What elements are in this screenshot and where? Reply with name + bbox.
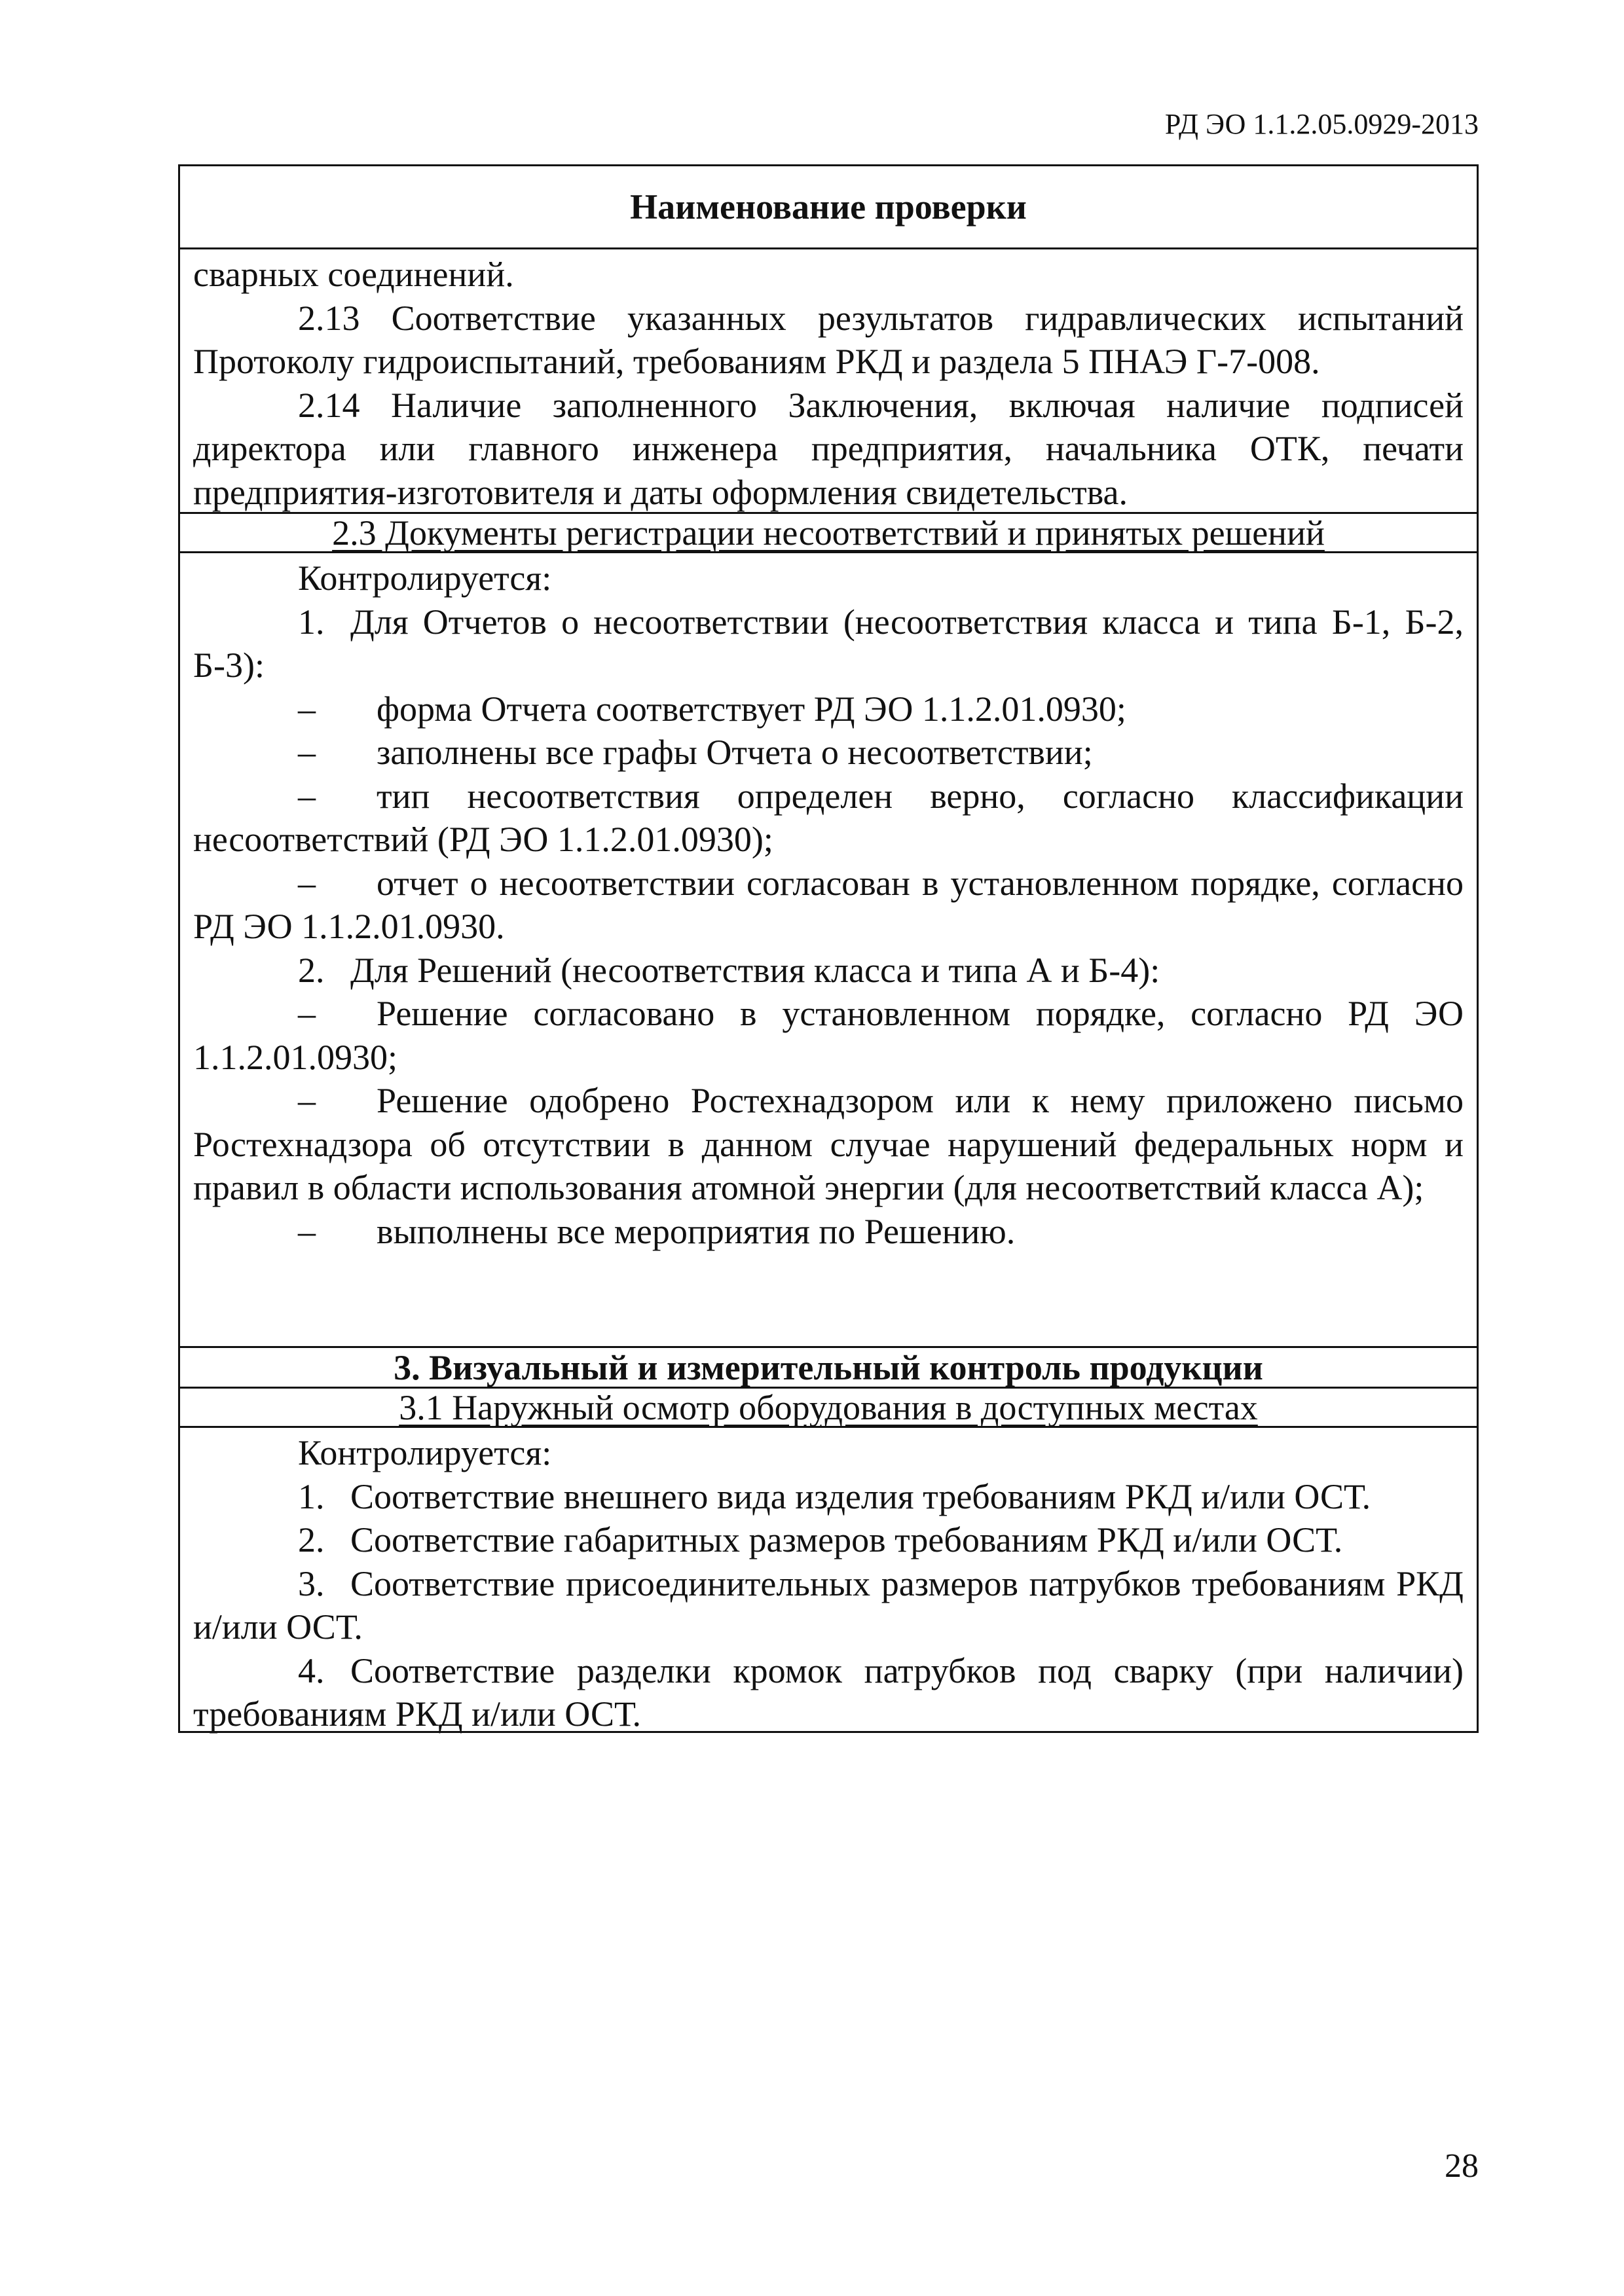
item-text: Для Решений (несоответствия класса и типа А и Б-4): — [350, 950, 1160, 990]
item-text: Соответствие присоединительных размеров патрубков требованиям РКД и/или ОСТ. — [193, 1563, 1464, 1647]
item-number: 2. — [298, 1520, 325, 1559]
item-3 — [193, 1562, 1464, 1649]
bullet-item: – выполнены все мероприятия по Решению. — [193, 1210, 1464, 1254]
dash-marker: – — [298, 863, 316, 903]
dash-marker: – — [298, 733, 316, 772]
document-code: РД ЭО 1.1.2.05.0929-2013 — [1164, 108, 1479, 140]
dash-marker: – — [298, 994, 316, 1033]
bullet-item: – форма Отчета соответствует РД ЭО 1.1.2.01.0930; — [193, 687, 1464, 731]
bullet-item: – отчет о несоответствии согласован в установленном порядке, согласно РД ЭО 1.1.2.01.0930. — [193, 862, 1464, 949]
subsection-3-1-body — [180, 1426, 1477, 1734]
item-1 — [193, 600, 1464, 687]
dash-marker: – — [298, 1081, 316, 1120]
dash-marker: – — [298, 689, 316, 729]
dash-marker: – — [298, 1211, 316, 1251]
bullet-item: – Решение согласовано в установленном порядке, согласно РД ЭО 1.1.2.01.0930; — [193, 992, 1464, 1079]
item-number: 1. — [298, 602, 325, 642]
item-text: Соответствие габаритных размеров требованиям РКД и/или ОСТ. — [350, 1520, 1343, 1559]
subsection-3-1-title: 3.1 Наружный осмотр оборудования в доступных местах — [180, 1387, 1477, 1426]
bullet-item: – тип несоответствия определен верно, согласно классификации несоответствий (РД ЭО 1.1.2.01.0930); — [193, 774, 1464, 862]
item-text: Соответствие внешнего вида изделия требованиям РКД и/или ОСТ. — [350, 1476, 1371, 1516]
controlled-intro: Контролируется: — [298, 558, 552, 598]
continuation-line: сварных соединений. — [193, 255, 514, 294]
subsection-2-3-title: 2.3 Документы регистрации несоответствий и принятых решений — [180, 512, 1477, 551]
checks-table — [178, 164, 1479, 1733]
section-3-title: 3. Визуальный и измерительный контроль продукции — [180, 1346, 1477, 1387]
item-4 — [193, 1649, 1464, 1736]
bullet-item: – Решение одобрено Ростехнадзором или к нему приложено письмо Ростехнадзора об отсутствии в данном случае нарушений федеральных норм и правил в области использования атомной энергии (для несоответствий класса А); — [193, 1079, 1464, 1210]
item-2 — [193, 1518, 1464, 1562]
page-number: 28 — [1445, 2147, 1479, 2185]
dash-marker: – — [298, 776, 316, 816]
item-text: Для Отчетов о несоответствии (несоответствия класса и типа Б-1, Б-2, Б-3): — [193, 602, 1464, 685]
column-header: Наименование проверки — [630, 187, 1027, 227]
bullet-item: – заполнены все графы Отчета о несоответствии; — [193, 731, 1464, 774]
check-2-13: 2.13 Соответствие указанных результатов гидравлических испытаний Протоколу гидроиспытаний, требованиям РКД и раздела 5 ПНАЭ Г-7-008. — [193, 298, 1464, 381]
item-number: 4. — [298, 1650, 325, 1690]
continuation-cell — [180, 247, 1477, 512]
item-number: 1. — [298, 1476, 325, 1516]
item-number: 3. — [298, 1563, 325, 1603]
item-2 — [193, 949, 1464, 993]
item-number: 2. — [298, 950, 325, 990]
item-text: Соответствие разделки кромок патрубков под сварку (при наличии) требованиям РКД и/или ОСТ. — [193, 1650, 1464, 1734]
subsection-2-3-body — [180, 551, 1477, 1346]
item-1 — [193, 1475, 1464, 1519]
check-2-14: 2.14 Наличие заполненного Заключения, включая наличие подписей директора или главного инженера предприятия, начальника ОТК, печати предприятия-изготовителя и даты оформления свидетельства. — [193, 385, 1464, 512]
controlled-intro: Контролируется: — [298, 1433, 552, 1472]
